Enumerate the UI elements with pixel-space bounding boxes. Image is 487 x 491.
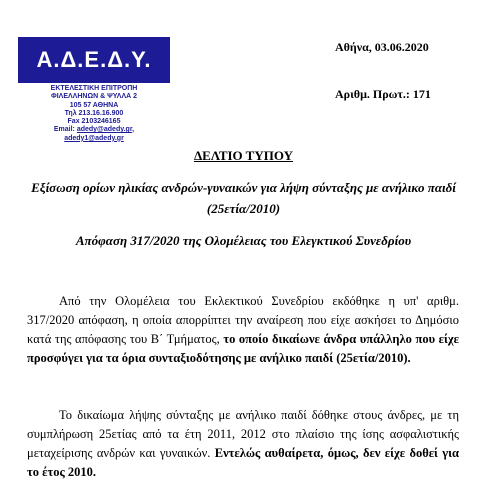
- email-link-secondary[interactable]: adedy1@adedy.gr: [64, 134, 124, 142]
- body-paragraph-1: [27, 292, 459, 368]
- subject-heading: Εξίσωση ορίων ηλικίας ανδρών-γυναικών για λήψη σύνταξης με ανήλικο παιδί (25ετία/2010): [31, 180, 456, 216]
- email-line-2: [18, 135, 170, 143]
- contact-block: [18, 85, 170, 143]
- email-separator: ,: [132, 126, 135, 134]
- letterhead: [18, 37, 170, 143]
- document-date: Αθήνα, 03.06.2020: [335, 40, 429, 54]
- email-label: Email:: [53, 126, 77, 134]
- address-city: 105 57 ΑΘΗΝΑ: [69, 101, 119, 109]
- paragraph-1-text: Από την Ολομέλεια του Εκλεκτικού Συνεδρίου εκδόθηκε η υπ' αριθμ. 317/2020 απόφαση, η οποία απορρίπτει την αναίρεση που είχε ασκήσει το Δημόσιο κατά της απόφασης του Β΄ Τμήματος,: [27, 294, 459, 346]
- email-link-primary[interactable]: adedy@adedy.gr: [76, 126, 133, 134]
- body-paragraph-2: [27, 406, 459, 482]
- paragraph-2-text: Το δικαίωμα λήψης σύνταξης με ανήλικο παιδί δόθηκε στους άνδρες, με τη συμπλήρωση 25ετίας από τα έτη 2011, 2012 στο πλαίσιο της ίσης ασφαλιστικής μεταχείρισης ανδρών και γυναικών.: [27, 408, 459, 460]
- adedy-logo: Α.Δ.Ε.Δ.Υ.: [18, 37, 170, 83]
- decision-heading: Απόφαση 317/2020 της Ολομέλειας του Ελεγκτικού Συνεδρίου: [75, 233, 412, 248]
- fax-number: Fax 2103246165: [67, 118, 121, 126]
- committee-name: ΕΚΤΕΛΕΣΤΙΚΗ ΕΠΙΤΡΟΠΗ: [50, 85, 138, 92]
- paragraph-2-bold: Εντελώς αυθαίρετα, όμως, δεν είχε δοθεί για το έτος 2010.: [27, 446, 459, 479]
- press-release-title: ΔΕΛΤΙΟ ΤΥΠΟΥ: [193, 148, 294, 163]
- protocol-number: Αριθμ. Πρωτ.: 171: [335, 87, 431, 101]
- address-street: ΦΙΛΕΛΛΗΝΩΝ & ΨΥΛΛΑ 2: [50, 93, 138, 101]
- phone-number: Τηλ 213.16.16.900: [64, 109, 124, 117]
- paragraph-1-bold: το οποίο δικαίωνε άνδρα υπάλληλο που είχε προσφύγει για τα όρια συνταξιοδότησης με ανήλικο παιδί (25ετία/2010).: [27, 332, 460, 365]
- email-line: [18, 126, 170, 134]
